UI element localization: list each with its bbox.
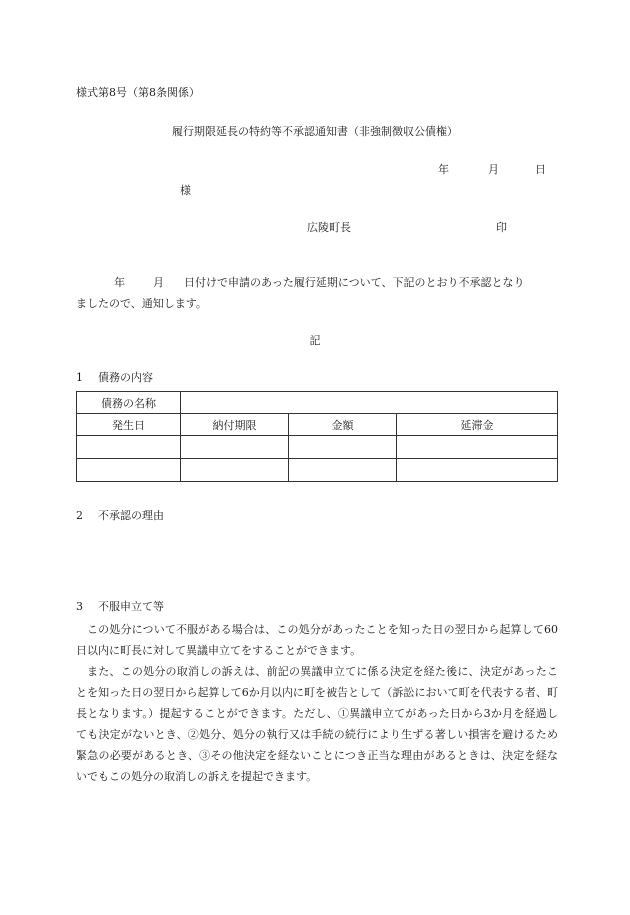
debt-name-label: 債務の名称	[77, 392, 181, 414]
ki-heading: 記	[309, 334, 321, 347]
intro-text-line2: ましたので、通知します。	[76, 297, 207, 310]
seal-mark: 印	[496, 221, 507, 234]
table-row	[77, 436, 558, 459]
section2-title: 不承認の理由	[98, 509, 164, 522]
appeal-paragraph-2: また、この処分の取消しの訴えは、前記の異議申立てに係る決定を経た後に、決定があったことを知った日の翌日から起算して6か月以内に町を被告として（訴訟において町を代表する者、町長となります。）提起することができます。ただし、①異議申立てがあった日から3か月を経過しても決定がないとき、②処分、処分の執行又は手続の続行により生ずる著しい損害を避けるため緊急の必要があるとき、③その他決定を経ないことにつき正当な理由があるときは、決定を経ないでもこの処分の取消しの訴えを提起できます。	[76, 665, 558, 783]
intro-month-label: 月	[153, 276, 164, 289]
header-payment-deadline: 納付期限	[181, 414, 289, 436]
section2-heading	[76, 507, 164, 523]
section1-heading	[76, 369, 153, 385]
table-cell	[77, 436, 181, 459]
date-day-label: 日	[535, 163, 546, 176]
debt-name-value	[181, 392, 558, 414]
appeal-paragraph-1: この処分について不服がある場合は、この処分があったことを知った日の翌日から起算して60日以内に町長に対して異議申立てをすることができます。	[76, 623, 558, 657]
section2-number: 2	[76, 509, 83, 522]
table-cell	[397, 436, 558, 459]
header-late-fee: 延滞金	[397, 414, 558, 436]
table-row	[77, 459, 558, 482]
date-month-label: 月	[488, 163, 499, 176]
section3-number: 3	[76, 600, 83, 613]
intro-paragraph	[76, 272, 558, 314]
intro-year-label: 年	[114, 276, 125, 289]
addressee-suffix: 様	[180, 184, 191, 197]
table-header-row	[77, 414, 558, 436]
header-occurrence-date: 発生日	[77, 414, 181, 436]
section1-title: 債務の内容	[98, 371, 153, 384]
section1-number: 1	[76, 371, 83, 384]
form-number: 様式第8号（第8条関係）	[76, 86, 200, 99]
debt-table	[76, 391, 558, 482]
header-amount: 金額	[289, 414, 397, 436]
date-year-label: 年	[438, 163, 449, 176]
table-row	[77, 392, 558, 414]
section3-heading	[76, 598, 164, 614]
table-cell	[289, 459, 397, 482]
table-cell	[181, 436, 289, 459]
issuer-name: 広陵町長	[307, 221, 351, 234]
section3-title: 不服申立て等	[98, 600, 164, 613]
table-cell	[397, 459, 558, 482]
table-cell	[289, 436, 397, 459]
table-cell	[77, 459, 181, 482]
table-cell	[181, 459, 289, 482]
intro-text-line1: 日付けで申請のあった履行延期について、下記のとおり不承認となり	[184, 276, 525, 289]
document-title: 履行期限延長の特約等不承認通知書（非強制徴収公債権）	[172, 125, 458, 138]
